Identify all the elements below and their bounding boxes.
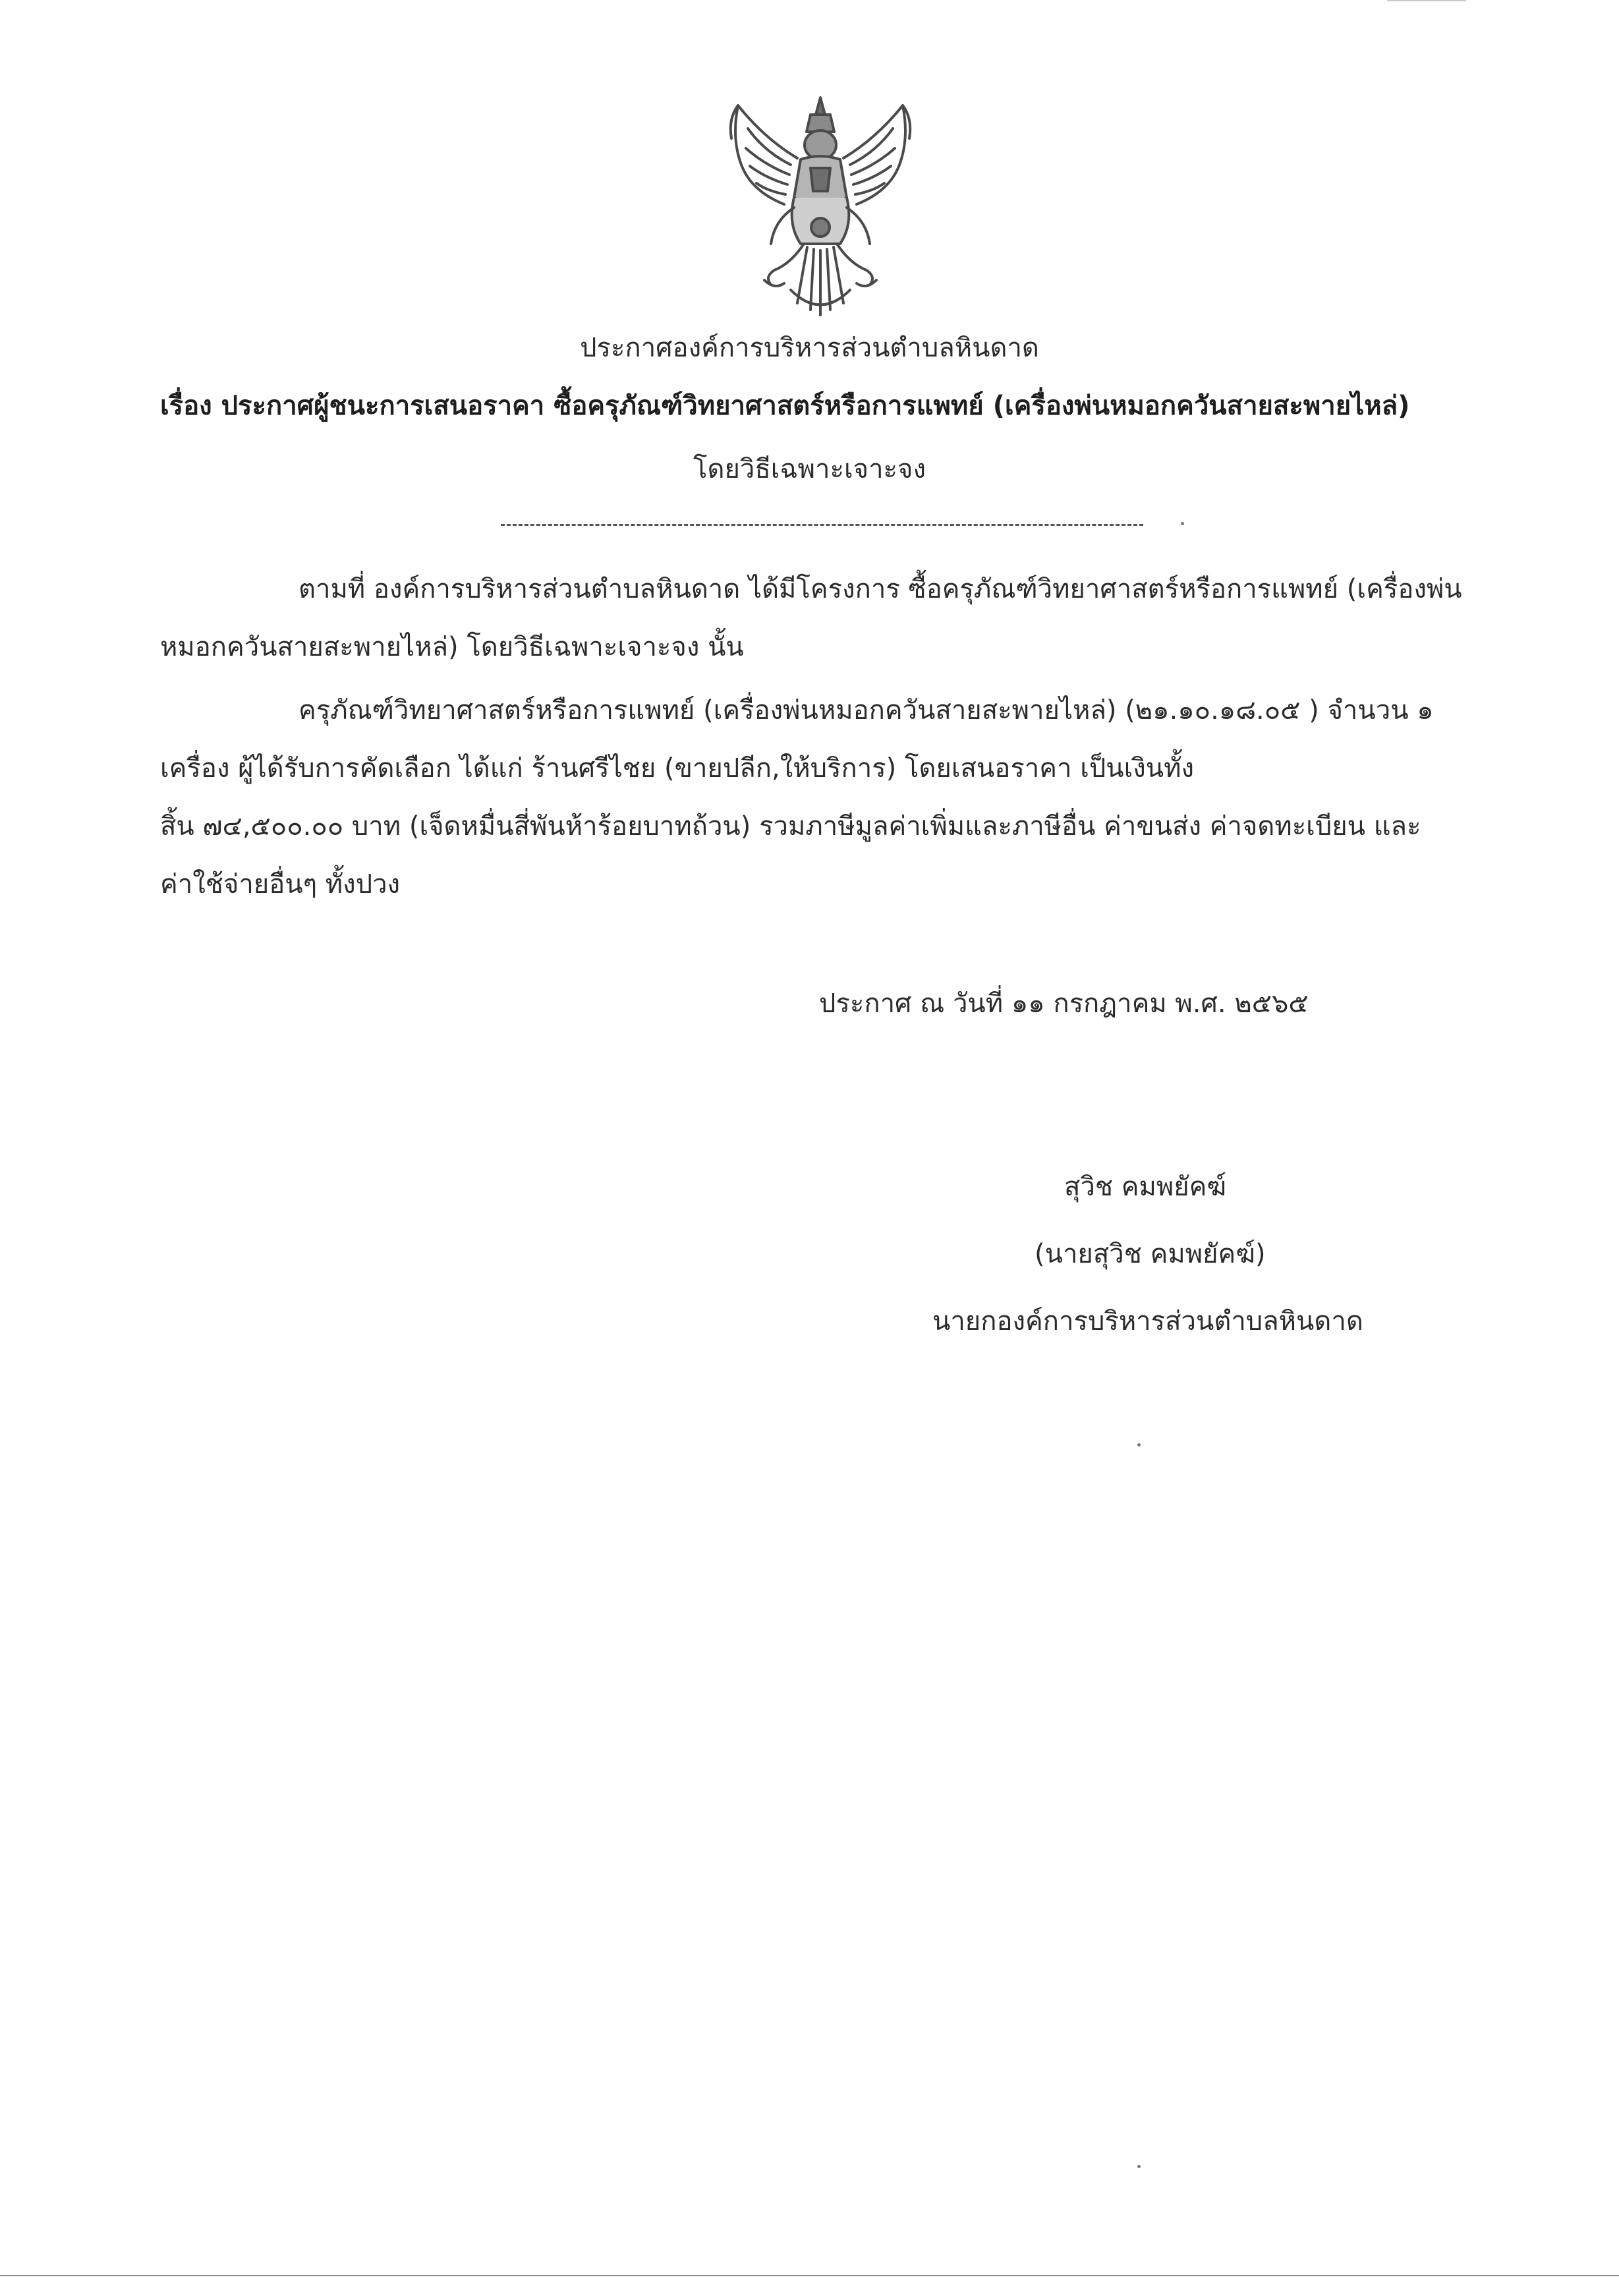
scan-dot: [1181, 522, 1184, 525]
paragraph-2-line-4: ค่าใช้จ่ายอื่นๆ ทั้งปวง: [160, 869, 401, 900]
paragraph-2-line-1: ครุภัณฑ์วิทยาศาสตร์หรือการแพทย์ (เครื่องพ่นหมอกควันสายสะพายไหล่) (๒๑.๑๐.๑๘.๐๕ ) จำนวน ๑: [298, 695, 1434, 726]
signatory-full-name: (นายสุวิช คมพยัคฆ์): [1035, 1239, 1266, 1269]
announcement-subject: เรื่อง ประกาศผู้ชนะการเสนอราคา ซื้อครุภัณฑ์วิทยาศาสตร์หรือการแพทย์ (เครื่องพ่นหมอกควันสายสะพายไหล่): [160, 391, 1410, 421]
announcement-title: ประกาศองค์การบริหารส่วนตำบลหินดาด: [580, 333, 1039, 363]
scan-mark: [1387, 0, 1466, 1]
paragraph-2-line-2: เครื่อง ผู้ได้รับการคัดเลือก ได้แก่ ร้านศรีไชย (ขายปลีก,ให้บริการ) โดยเสนอราคา เป็นเงินทั้ง: [160, 753, 1195, 784]
separator-line: [501, 524, 1143, 526]
signatory-position: นายกองค์การบริหารส่วนตำบลหินดาด: [932, 1306, 1363, 1336]
signature-name: สุวิช คมพยัคฆ์: [1064, 1172, 1227, 1202]
paragraph-1-line-1: ตามที่ องค์การบริหารส่วนตำบลหินดาด ได้มีโครงการ ซื้อครุภัณฑ์วิทยาศาสตร์หรือการแพทย์ (เครื่องพ่น: [298, 574, 1462, 604]
scan-dot: [1137, 1443, 1141, 1447]
page-bottom-edge: [0, 2275, 1619, 2276]
garuda-emblem-icon: [712, 92, 929, 323]
announcement-date: ประกาศ ณ วันที่ ๑๑ กรกฎาคม พ.ศ. ๒๕๖๕: [819, 989, 1309, 1019]
paragraph-2-line-3: สิ้น ๗๔,๕๐๐.๐๐ บาท (เจ็ดหมื่นสี่พันห้าร้อยบาทถ้วน) รวมภาษีมูลค่าเพิ่มและภาษีอื่น ค่าขนส่ง ค่าจดทะเบียน และ: [160, 811, 1421, 842]
paragraph-1-line-2: หมอกควันสายสะพายไหล่) โดยวิธีเฉพาะเจาะจง นั้น: [160, 632, 744, 662]
procurement-method: โดยวิธีเฉพาะเจาะจง: [693, 454, 926, 484]
scan-dot: [1137, 2165, 1141, 2168]
